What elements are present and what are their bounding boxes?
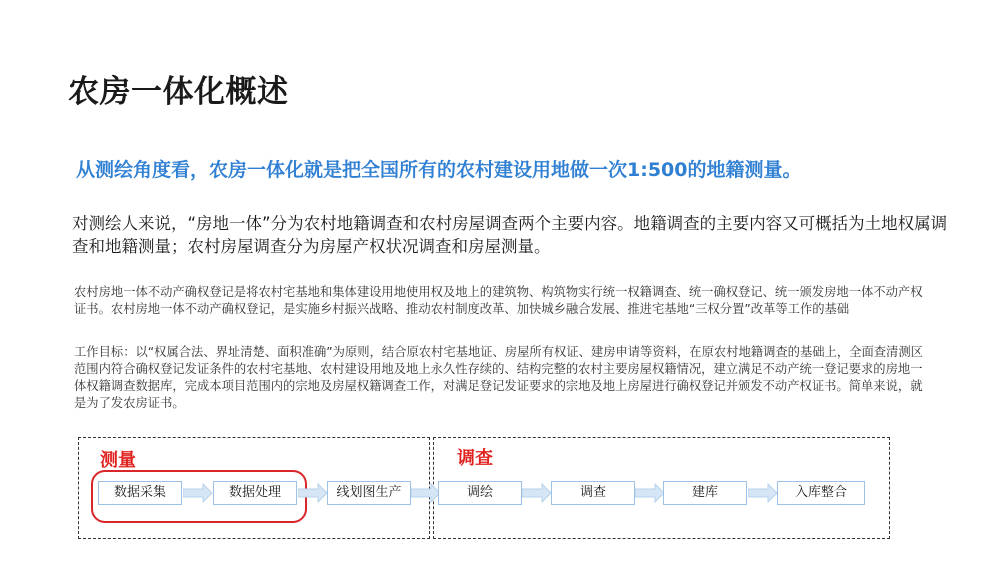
step-database-integration: 入库整合 — [777, 481, 865, 505]
step-data-processing: 数据处理 — [213, 481, 297, 505]
page-title: 农房一体化概述 — [68, 74, 289, 110]
flow-arrow-icon — [748, 483, 778, 503]
summary-text: 对测绘人来说，“房地一体”分为农村地籍调查和农村房屋调查两个主要内容。地籍调查的主要内容又可概括为土地权属调查和地籍测量；农村房屋调查分为房屋产权状况调查和房屋测量。 — [72, 214, 948, 256]
paragraph-definition: 农村房地一体不动产确权登记是将农村宅基地和集体建设用地使用权及地上的建筑物、构筑物实行统一权籍调查、统一确权登记、统一颁发房地一体不动产权证书。农村房地一体不动产确权登记，是实施乡村振兴战略、推动农村制度改革、加快城乡融合发展、推进宅基地“三权分置”改革等工作的基础 — [74, 285, 923, 316]
step-data-collection: 数据采集 — [98, 481, 182, 505]
survey-group-label: 调查 — [457, 448, 493, 469]
step-line-map-production: 线划图生产 — [327, 481, 411, 505]
flow-arrow-icon — [522, 483, 552, 503]
flow-arrow-icon — [635, 483, 665, 503]
highlight-statement: 从测绘角度看，农房一体化就是把全国所有的农村建设用地做一次1:500的地籍测量。 — [76, 159, 802, 181]
flow-arrow-icon — [298, 483, 328, 503]
paragraph-work-goal: 工作目标：以“权属合法、界址清楚、面积准确”为原则，结合原农村宅基地证、房屋所有权证、建房申请等资料，在原农村地籍调查的基础上，全面查清测区范围内符合确权登记发证条件的农村宅基地、农村建设用地及地上永久性存续的、结构完整的农村主要房屋权籍情况，建立满足不动产统一登记要求的房地一体权籍调查数据库，完成本项目范围内的宗地及房屋权籍调查工作，对满足登记发证要求的宗地及地上房屋进行确权登记并颁发不动产权证书。简单来说，就是为了发农房证书。 — [74, 345, 923, 410]
measure-group-label: 测量 — [100, 450, 136, 471]
step-database-build: 建库 — [663, 481, 747, 505]
flow-arrow-icon — [411, 483, 441, 503]
step-investigation: 调查 — [551, 481, 635, 505]
flow-arrow-icon — [183, 483, 213, 503]
step-field-mapping: 调绘 — [438, 481, 522, 505]
